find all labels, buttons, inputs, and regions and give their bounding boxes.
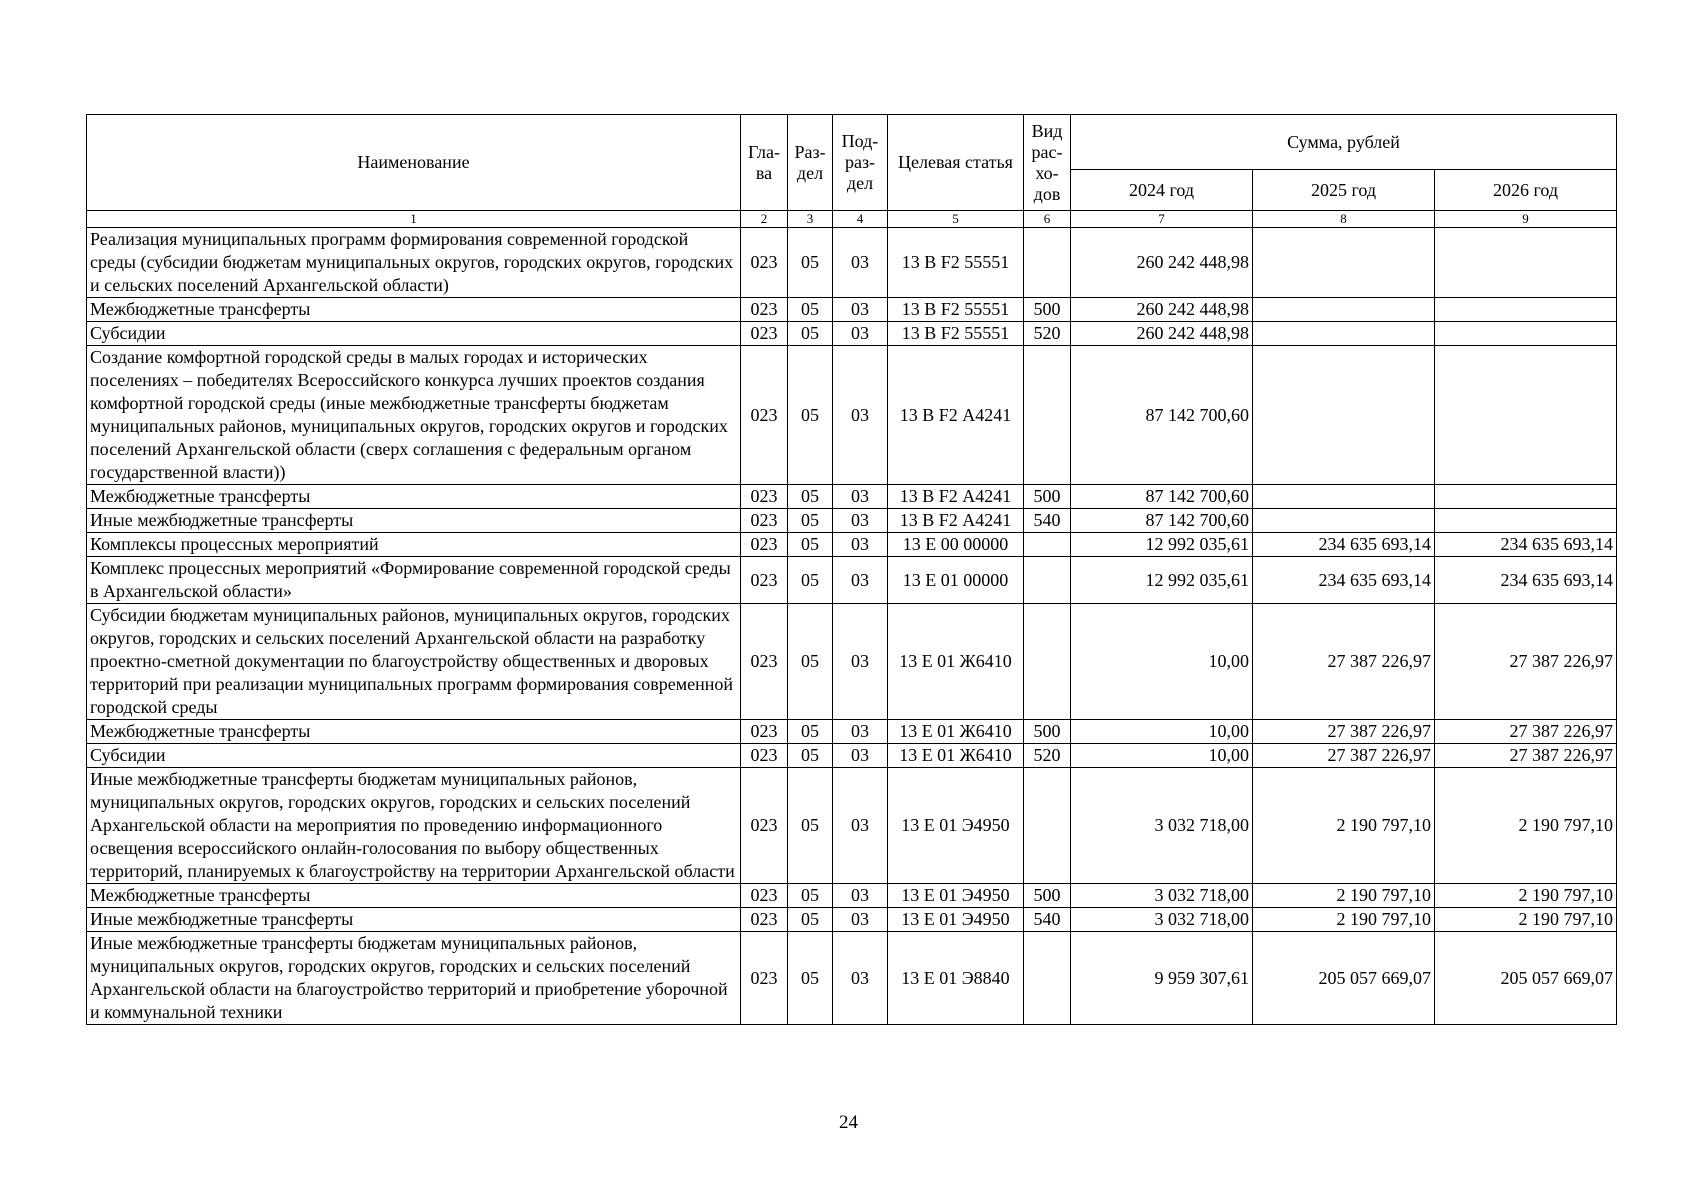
row-target: 13 В F2 55551 [888, 228, 1024, 298]
table-row [87, 298, 1617, 322]
row-amount-2025: 234 635 693,14 [1253, 557, 1435, 604]
row-vid [1024, 228, 1071, 298]
row-target: 13 Е 00 00000 [888, 533, 1024, 557]
row-razdel: 05 [788, 884, 833, 908]
budget-table [86, 114, 1617, 1025]
row-vid: 500 [1024, 884, 1071, 908]
row-podrazdel: 03 [833, 485, 888, 509]
row-razdel: 05 [788, 346, 833, 485]
table-row [87, 768, 1617, 884]
row-glava: 023 [741, 720, 788, 744]
row-name: Межбюджетные трансферты [87, 720, 741, 744]
row-glava: 023 [741, 604, 788, 720]
row-vid [1024, 346, 1071, 485]
row-name: Иные межбюджетные трансферты бюджетам муниципальных районов, муниципальных округов, городских округов, городских и сельских поселений Архангельской области на благоустройство территорий и приобретение уборочной и коммунальной техники [87, 932, 741, 1025]
row-amount-2024: 12 992 035,61 [1071, 557, 1253, 604]
row-amount-2026 [1435, 228, 1617, 298]
row-podrazdel: 03 [833, 228, 888, 298]
row-amount-2024: 10,00 [1071, 744, 1253, 768]
row-glava: 023 [741, 346, 788, 485]
row-glava: 023 [741, 509, 788, 533]
column-number: 2 [741, 211, 788, 228]
row-vid: 500 [1024, 485, 1071, 509]
column-number: 3 [788, 211, 833, 228]
table-row [87, 557, 1617, 604]
table-row [87, 744, 1617, 768]
row-razdel: 05 [788, 720, 833, 744]
row-amount-2025: 2 190 797,10 [1253, 768, 1435, 884]
column-number: 7 [1071, 211, 1253, 228]
row-name: Создание комфортной городской среды в малых городах и исторических поселениях – победителях Всероссийского конкурса лучших проектов создания комфортной городской среды (иные межбюджетные трансферты бюджетам муниципальных районов, муниципальных округов, городских округов и городских поселений Архангельской области (сверх соглашения с федеральным органом государственной власти)) [87, 346, 741, 485]
row-amount-2024: 12 992 035,61 [1071, 533, 1253, 557]
row-amount-2026: 234 635 693,14 [1435, 533, 1617, 557]
row-target: 13 Е 01 Э8840 [888, 932, 1024, 1025]
row-amount-2026: 234 635 693,14 [1435, 557, 1617, 604]
row-name: Субсидии бюджетам муниципальных районов, муниципальных округов, городских округов, городских и сельских поселений Архангельской области на разработку проектно-сметной документации по благоустройству общественных и дворовых территорий при реализации муниципальных программ формирования современной городской среды [87, 604, 741, 720]
row-amount-2025: 2 190 797,10 [1253, 884, 1435, 908]
table-body [87, 228, 1617, 1025]
header-razdel: Раз-дел [788, 115, 833, 211]
row-podrazdel: 03 [833, 932, 888, 1025]
row-razdel: 05 [788, 298, 833, 322]
row-amount-2025: 27 387 226,97 [1253, 744, 1435, 768]
row-name: Субсидии [87, 744, 741, 768]
row-amount-2025 [1253, 509, 1435, 533]
row-amount-2026: 2 190 797,10 [1435, 884, 1617, 908]
header-sum: Сумма, рублей [1071, 115, 1617, 170]
row-target: 13 Е 01 Ж6410 [888, 720, 1024, 744]
row-amount-2026 [1435, 322, 1617, 346]
table-row [87, 485, 1617, 509]
row-amount-2025 [1253, 485, 1435, 509]
row-amount-2024: 3 032 718,00 [1071, 908, 1253, 932]
row-vid: 500 [1024, 298, 1071, 322]
row-amount-2024: 260 242 448,98 [1071, 298, 1253, 322]
row-name: Межбюджетные трансферты [87, 485, 741, 509]
row-name: Субсидии [87, 322, 741, 346]
table-row [87, 322, 1617, 346]
row-glava: 023 [741, 298, 788, 322]
column-number: 9 [1435, 211, 1617, 228]
row-amount-2026: 2 190 797,10 [1435, 768, 1617, 884]
row-glava: 023 [741, 908, 788, 932]
row-target: 13 В F2 А4241 [888, 346, 1024, 485]
row-target: 13 Е 01 Э4950 [888, 884, 1024, 908]
row-amount-2024: 10,00 [1071, 604, 1253, 720]
row-vid [1024, 768, 1071, 884]
row-amount-2024: 260 242 448,98 [1071, 322, 1253, 346]
header-2026: 2026 год [1435, 170, 1617, 211]
row-glava: 023 [741, 744, 788, 768]
table-row [87, 346, 1617, 485]
row-target: 13 В F2 55551 [888, 298, 1024, 322]
table-row [87, 932, 1617, 1025]
table-header [87, 115, 1617, 228]
row-amount-2024: 87 142 700,60 [1071, 346, 1253, 485]
row-razdel: 05 [788, 768, 833, 884]
row-amount-2025: 27 387 226,97 [1253, 720, 1435, 744]
header-2024: 2024 год [1071, 170, 1253, 211]
row-target: 13 Е 01 Ж6410 [888, 744, 1024, 768]
row-name: Комплекс процессных мероприятий «Формирование современной городской среды в Архангельской области» [87, 557, 741, 604]
row-glava: 023 [741, 485, 788, 509]
table-row [87, 908, 1617, 932]
row-podrazdel: 03 [833, 604, 888, 720]
row-amount-2025 [1253, 228, 1435, 298]
row-vid: 540 [1024, 509, 1071, 533]
row-amount-2026: 27 387 226,97 [1435, 720, 1617, 744]
row-amount-2025 [1253, 346, 1435, 485]
row-target: 13 Е 01 Ж6410 [888, 604, 1024, 720]
row-amount-2025: 205 057 669,07 [1253, 932, 1435, 1025]
row-amount-2024: 87 142 700,60 [1071, 485, 1253, 509]
row-razdel: 05 [788, 744, 833, 768]
header-target: Целевая статья [888, 115, 1024, 211]
header-vid: Вид рас-хо-дов [1024, 115, 1071, 211]
row-amount-2026 [1435, 509, 1617, 533]
row-razdel: 05 [788, 228, 833, 298]
row-vid: 520 [1024, 322, 1071, 346]
table-row [87, 720, 1617, 744]
row-podrazdel: 03 [833, 533, 888, 557]
column-number: 8 [1253, 211, 1435, 228]
column-number: 5 [888, 211, 1024, 228]
row-amount-2025: 234 635 693,14 [1253, 533, 1435, 557]
header-podrazdel: Под-раз-дел [833, 115, 888, 211]
row-vid [1024, 533, 1071, 557]
row-name: Межбюджетные трансферты [87, 298, 741, 322]
column-number: 6 [1024, 211, 1071, 228]
row-name: Комплексы процессных мероприятий [87, 533, 741, 557]
row-podrazdel: 03 [833, 322, 888, 346]
header-glava: Гла-ва [741, 115, 788, 211]
row-name: Иные межбюджетные трансферты [87, 908, 741, 932]
row-glava: 023 [741, 884, 788, 908]
page-number: 24 [839, 1112, 858, 1133]
row-razdel: 05 [788, 557, 833, 604]
row-glava: 023 [741, 322, 788, 346]
row-razdel: 05 [788, 908, 833, 932]
column-numbers-row [87, 211, 1617, 228]
row-glava: 023 [741, 557, 788, 604]
row-glava: 023 [741, 533, 788, 557]
row-razdel: 05 [788, 485, 833, 509]
row-amount-2026 [1435, 346, 1617, 485]
row-podrazdel: 03 [833, 557, 888, 604]
row-podrazdel: 03 [833, 768, 888, 884]
row-amount-2026: 205 057 669,07 [1435, 932, 1617, 1025]
row-amount-2024: 87 142 700,60 [1071, 509, 1253, 533]
row-glava: 023 [741, 768, 788, 884]
row-razdel: 05 [788, 509, 833, 533]
row-razdel: 05 [788, 604, 833, 720]
row-amount-2026: 27 387 226,97 [1435, 604, 1617, 720]
column-number: 1 [87, 211, 741, 228]
row-target: 13 В F2 55551 [888, 322, 1024, 346]
row-podrazdel: 03 [833, 509, 888, 533]
row-target: 13 Е 01 Э4950 [888, 908, 1024, 932]
row-amount-2025 [1253, 298, 1435, 322]
row-vid [1024, 932, 1071, 1025]
row-target: 13 В F2 А4241 [888, 509, 1024, 533]
row-amount-2026 [1435, 485, 1617, 509]
row-vid [1024, 557, 1071, 604]
row-name: Межбюджетные трансферты [87, 884, 741, 908]
row-amount-2026 [1435, 298, 1617, 322]
row-podrazdel: 03 [833, 720, 888, 744]
row-vid: 500 [1024, 720, 1071, 744]
row-amount-2024: 9 959 307,61 [1071, 932, 1253, 1025]
row-amount-2025: 27 387 226,97 [1253, 604, 1435, 720]
row-amount-2024: 3 032 718,00 [1071, 768, 1253, 884]
row-amount-2026: 2 190 797,10 [1435, 908, 1617, 932]
row-razdel: 05 [788, 322, 833, 346]
row-amount-2024: 10,00 [1071, 720, 1253, 744]
row-podrazdel: 03 [833, 346, 888, 485]
row-amount-2024: 260 242 448,98 [1071, 228, 1253, 298]
row-vid [1024, 604, 1071, 720]
table-row [87, 509, 1617, 533]
row-name: Иные межбюджетные трансферты [87, 509, 741, 533]
row-name: Иные межбюджетные трансферты бюджетам муниципальных районов, муниципальных округов, городских округов, городских и сельских поселений Архангельской области на мероприятия по проведению информационного освещения всероссийского онлайн-голосования по выбору общественных территорий, планируемых к благоустройству на территории Архангельской области [87, 768, 741, 884]
row-amount-2025: 2 190 797,10 [1253, 908, 1435, 932]
row-vid: 520 [1024, 744, 1071, 768]
row-vid: 540 [1024, 908, 1071, 932]
table-row [87, 884, 1617, 908]
header-2025: 2025 год [1253, 170, 1435, 211]
column-number: 4 [833, 211, 888, 228]
row-podrazdel: 03 [833, 884, 888, 908]
header-name: Наименование [87, 115, 741, 211]
row-glava: 023 [741, 932, 788, 1025]
row-target: 13 В F2 А4241 [888, 485, 1024, 509]
row-podrazdel: 03 [833, 298, 888, 322]
table-row [87, 604, 1617, 720]
row-razdel: 05 [788, 533, 833, 557]
row-amount-2024: 3 032 718,00 [1071, 884, 1253, 908]
row-amount-2025 [1253, 322, 1435, 346]
row-name: Реализация муниципальных программ формирования современной городской среды (субсидии бюджетам муниципальных округов, городских округов, городских и сельских поселений Архангельской области) [87, 228, 741, 298]
row-podrazdel: 03 [833, 744, 888, 768]
table-row [87, 533, 1617, 557]
row-target: 13 Е 01 00000 [888, 557, 1024, 604]
row-glava: 023 [741, 228, 788, 298]
row-razdel: 05 [788, 932, 833, 1025]
row-target: 13 Е 01 Э4950 [888, 768, 1024, 884]
row-podrazdel: 03 [833, 908, 888, 932]
table-row [87, 228, 1617, 298]
row-amount-2026: 27 387 226,97 [1435, 744, 1617, 768]
